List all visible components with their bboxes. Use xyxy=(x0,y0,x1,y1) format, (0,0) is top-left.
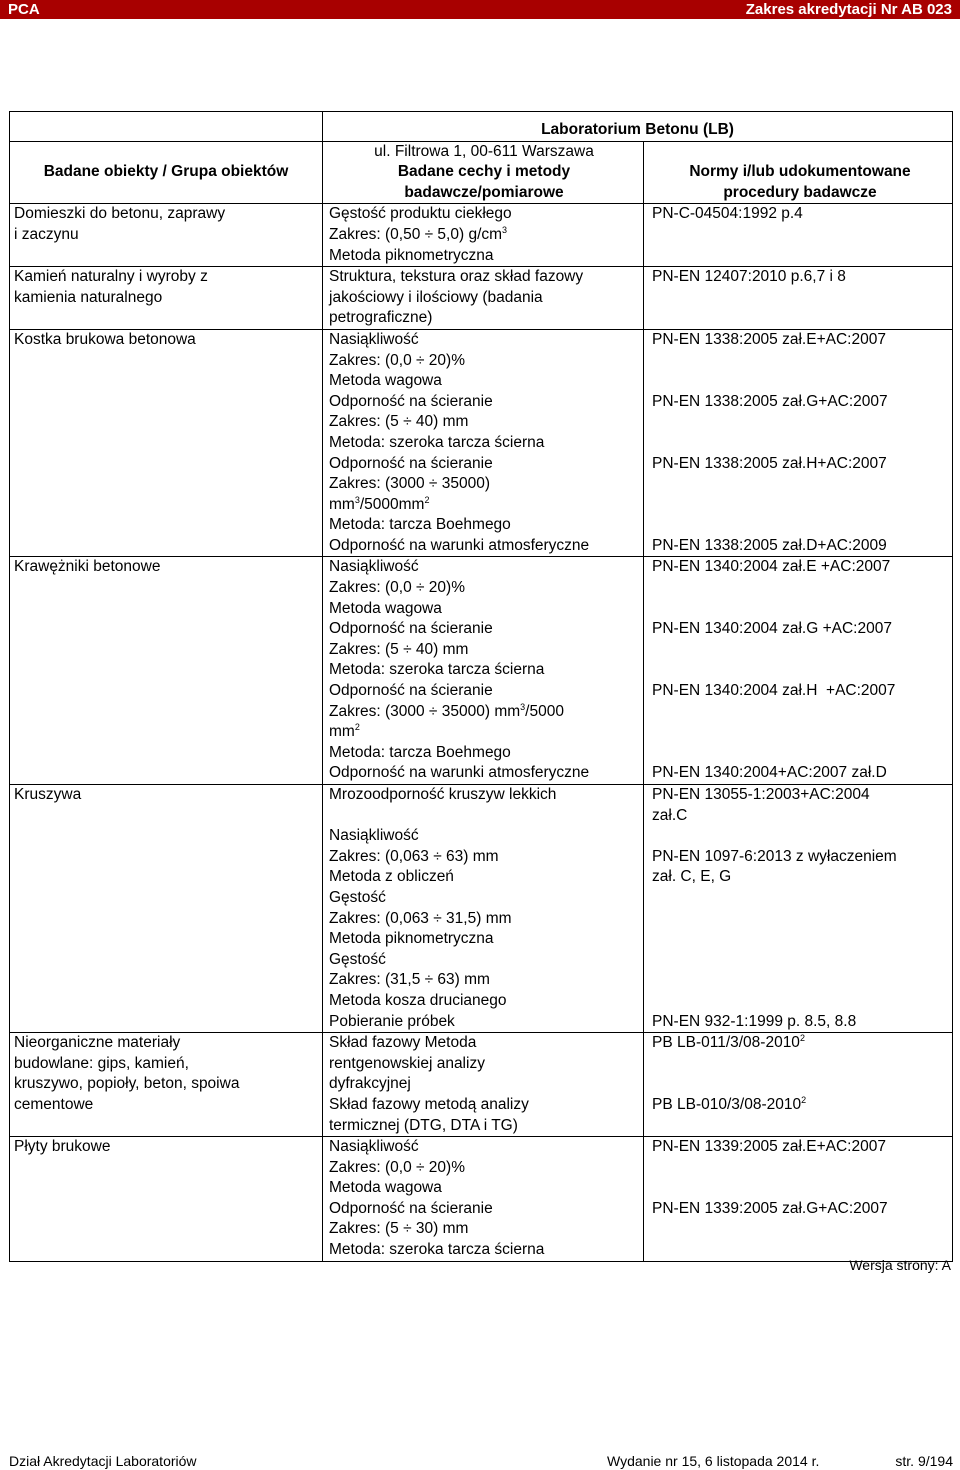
object-line: cementowe xyxy=(14,1095,94,1113)
method-line: Metoda: tarcza Boehmego xyxy=(329,516,511,534)
col-norms-label-1: Normy i/lub udokumentowane xyxy=(689,163,911,181)
norm-line: zał. C, E, G xyxy=(652,868,732,886)
object-line: Kamień naturalny i wyroby z xyxy=(14,268,208,286)
norm-line xyxy=(652,1219,948,1240)
norms-cell xyxy=(644,329,953,557)
method-line: Metoda: szeroka tarcza ścierna xyxy=(329,1241,545,1259)
norm-line: PN-EN 1338:2005 zał.G+AC:2007 xyxy=(652,392,888,410)
method-line: Zakres: (5 ÷ 40) mm xyxy=(329,413,469,431)
methods-cell xyxy=(323,204,644,267)
method-line: Skład fazowy Metoda xyxy=(329,1034,477,1052)
method-line: Zakres: (0,063 ÷ 31,5) mm xyxy=(329,909,512,927)
method-line: Metoda wagowa xyxy=(329,1179,442,1197)
method-line: Zakres: (3000 ÷ 35000) xyxy=(329,475,491,493)
norm-line xyxy=(652,950,948,971)
norm-line: zał.C xyxy=(652,806,688,824)
norm-line: PN-EN 13055-1:2003+AC:2004 xyxy=(652,786,870,803)
table-row xyxy=(10,329,953,557)
table-row xyxy=(10,204,953,267)
method-line: Zakres: (0,0 ÷ 20)% xyxy=(329,579,465,597)
norm-line xyxy=(652,970,948,991)
method-line: Skład fazowy metodą analizy xyxy=(329,1095,529,1113)
col-methods-label-1: Badane cechy i metody xyxy=(397,163,571,181)
lab-name: Laboratorium Betonu (LB) xyxy=(541,121,734,138)
norm-line xyxy=(652,412,948,433)
object-line: Nieorganiczne materiały xyxy=(14,1034,181,1052)
method-line: Zakres: (0,50 ÷ 5,0) $g/cm^3$ xyxy=(329,224,508,243)
method-line: Metoda piknometryczna xyxy=(329,930,494,948)
norm-line xyxy=(652,660,948,681)
method-line: Metoda wagowa xyxy=(329,372,442,390)
method-line: Zakres: (31,5 ÷ 63) mm xyxy=(329,971,490,989)
method-line: Odporność na warunki atmosferyczne xyxy=(329,764,590,782)
method-line: rentgenowskiej analizy xyxy=(329,1054,485,1072)
object-line: kamienia naturalnego xyxy=(14,288,163,306)
norm-line xyxy=(652,1158,948,1179)
method-line: Metoda kosza drucianego xyxy=(329,991,507,1009)
methods-cell xyxy=(323,785,644,1033)
method-line: Zakres: (0,0 ÷ 20)% xyxy=(329,1158,465,1176)
method-line: Nasiąkliwość xyxy=(329,1138,419,1156)
norm-line xyxy=(652,371,948,392)
method-line: Zakres: (0,063 ÷ 63) mm xyxy=(329,847,499,865)
column-header-row xyxy=(10,141,953,204)
object-cell xyxy=(10,329,323,557)
footer-middle: Wydanie nr 15, 6 listopada 2014 r. xyxy=(607,1453,820,1469)
norm-line xyxy=(652,495,948,516)
method-line: Struktura, tekstura oraz skład fazowy xyxy=(329,268,584,286)
page-header xyxy=(0,0,960,19)
header-right: Zakres akredytacji Nr AB 023 xyxy=(745,1,952,18)
method-line: Nasiąkliwość xyxy=(329,558,419,576)
method-line xyxy=(329,806,639,827)
col-methods-header xyxy=(323,141,644,204)
norm-line: PN-EN 1340:2004 zał.G +AC:2007 xyxy=(652,620,892,638)
footer-left: Dział Akredytacji Laboratoriów xyxy=(9,1453,197,1469)
object-cell xyxy=(10,1137,323,1262)
method-line: Odporność na ścieranie xyxy=(329,392,493,410)
norm-line xyxy=(652,1074,948,1095)
norm-line: PN-EN 1338:2005 zał.D+AC:2009 xyxy=(652,536,887,554)
method-line: petrograficzne) xyxy=(329,309,433,327)
table-row xyxy=(10,1137,953,1262)
norm-line: PN-EN 932-1:1999 p. 8.5, 8.8 xyxy=(652,1012,857,1030)
col-norms-label-2: procedury badawcze xyxy=(723,183,877,201)
norm-line xyxy=(652,640,948,661)
norm-line xyxy=(652,1116,948,1137)
norms-cell xyxy=(644,267,953,330)
object-cell xyxy=(10,267,323,330)
lab-header-row xyxy=(10,112,953,142)
norm-line: PN-EN 1097-6:2013 z wyłaczeniem xyxy=(652,847,897,865)
norm-line xyxy=(652,474,948,495)
norm-line xyxy=(652,888,948,909)
object-line: Kruszywa xyxy=(14,786,82,803)
method-line: Metoda: szeroka tarcza ścierna xyxy=(329,661,545,679)
norm-line: PB LB-010/3/08-2010$^2$ xyxy=(652,1094,807,1113)
norms-cell xyxy=(644,204,953,267)
method-line: Zakres: (0,0 ÷ 20)% xyxy=(329,351,465,369)
methods-cell xyxy=(323,1033,644,1137)
col-objects-label: Badane obiekty / Grupa obiektów xyxy=(43,163,289,181)
object-line: Krawężniki betonowe xyxy=(14,558,161,576)
object-cell xyxy=(10,557,323,785)
object-line: kruszywo, popioły, beton, spoiwa xyxy=(14,1075,240,1093)
method-line: Gęstość xyxy=(329,950,386,968)
norms-cell xyxy=(644,1137,953,1262)
lab-address: ul. Filtrowa 1, 00-611 Warszawa xyxy=(374,142,594,160)
norm-line: PB LB-011/3/08-2010$^2$ xyxy=(652,1033,805,1052)
method-line: Mrozoodporność kruszyw lekkich xyxy=(329,786,557,803)
object-cell xyxy=(10,785,323,1033)
norm-line xyxy=(652,929,948,950)
table-row xyxy=(10,557,953,785)
method-line: Pobieranie próbek xyxy=(329,1012,455,1030)
norm-line xyxy=(652,578,948,599)
norm-line xyxy=(652,909,948,930)
method-line: $mm^2$ xyxy=(329,722,360,741)
method-line: jakościowy i ilościowy (badania xyxy=(329,288,543,306)
norms-cell xyxy=(644,785,953,1033)
methods-cell xyxy=(323,267,644,330)
norm-line: PN-EN 1339:2005 zał.E+AC:2007 xyxy=(652,1138,886,1156)
method-line: Odporność na ścieranie xyxy=(329,1199,493,1217)
table-row xyxy=(10,1033,953,1137)
norm-line xyxy=(652,599,948,620)
norm-line: PN-EN 12407:2010 p.6,7 i 8 xyxy=(652,268,846,286)
method-line: Nasiąkliwość xyxy=(329,330,419,348)
norm-line xyxy=(652,1054,948,1075)
methods-cell xyxy=(323,557,644,785)
footer-right: str. 9/194 xyxy=(895,1453,953,1469)
object-line: budowlane: gips, kamień, xyxy=(14,1054,189,1072)
table-row xyxy=(10,785,953,1033)
methods-cell xyxy=(323,1137,644,1262)
accreditation-table xyxy=(9,111,953,1262)
object-cell xyxy=(10,1033,323,1137)
header-left: PCA xyxy=(8,1,40,18)
norm-line: PN-EN 1338:2005 zał.E+AC:2007 xyxy=(652,330,886,348)
norm-line: PN-EN 1340:2004+AC:2007 zał.D xyxy=(652,764,887,782)
object-line: Kostka brukowa betonowa xyxy=(14,330,196,348)
norm-line xyxy=(652,702,948,723)
method-line: Odporność na warunki atmosferyczne xyxy=(329,536,590,554)
object-cell xyxy=(10,204,323,267)
norm-line xyxy=(652,515,948,536)
norm-line xyxy=(652,991,948,1012)
col-norms-header xyxy=(644,141,953,204)
method-line: Gęstość produktu ciekłego xyxy=(329,205,512,223)
method-line: Metoda wagowa xyxy=(329,599,442,617)
method-line: Zakres: (5 ÷ 40) mm xyxy=(329,640,469,658)
method-line: Odporność na ścieranie xyxy=(329,620,493,638)
page-version: Wersja strony: A xyxy=(849,1257,951,1273)
object-line: Domieszki do betonu, zaprawy xyxy=(14,205,226,223)
method-line: $mm^3/5000mm^2$ xyxy=(329,494,430,513)
norms-cell xyxy=(644,1033,953,1137)
norm-line: PN-EN 1338:2005 zał.H+AC:2007 xyxy=(652,454,887,472)
norm-line xyxy=(652,722,948,743)
norms-cell xyxy=(644,557,953,785)
lab-header-cell xyxy=(323,112,953,142)
method-line: Zakres: (5 ÷ 30) mm xyxy=(329,1220,469,1238)
method-line: Metoda: tarcza Boehmego xyxy=(329,743,511,761)
method-line: Odporność na ścieranie xyxy=(329,682,493,700)
method-line: Odporność na ścieranie xyxy=(329,454,493,472)
object-line: Płyty brukowe xyxy=(14,1138,111,1156)
method-line: Gęstość xyxy=(329,888,386,906)
method-line: Metoda z obliczeń xyxy=(329,868,454,886)
method-line: Metoda piknometryczna xyxy=(329,246,494,264)
method-line: Metoda: szeroka tarcza ścierna xyxy=(329,433,545,451)
method-line: Zakres: (3000 ÷ 35000) $mm^3/5000$ xyxy=(329,701,564,720)
methods-cell xyxy=(323,329,644,557)
norm-line xyxy=(652,743,948,764)
col-objects-header xyxy=(10,141,323,204)
method-line: termicznej (DTG, DTA i TG) xyxy=(329,1116,518,1134)
norm-line: PN-EN 1339:2005 zał.G+AC:2007 xyxy=(652,1199,888,1217)
norm-line xyxy=(652,351,948,372)
method-line: Nasiąkliwość xyxy=(329,827,419,845)
method-line: dyfrakcyjnej xyxy=(329,1075,411,1093)
norm-line: PN-EN 1340:2004 zał.H +AC:2007 xyxy=(652,682,896,700)
norm-line: PN-EN 1340:2004 zał.E +AC:2007 xyxy=(652,558,891,576)
norm-line: PN-C-04504:1992 p.4 xyxy=(652,205,803,223)
table-row xyxy=(10,267,953,330)
norm-line xyxy=(652,826,948,847)
table-body xyxy=(10,204,953,1261)
col-methods-label-2: badawcze/pomiarowe xyxy=(404,183,564,201)
object-line: i zaczynu xyxy=(14,225,79,243)
norm-line xyxy=(652,1178,948,1199)
norm-line xyxy=(652,433,948,454)
